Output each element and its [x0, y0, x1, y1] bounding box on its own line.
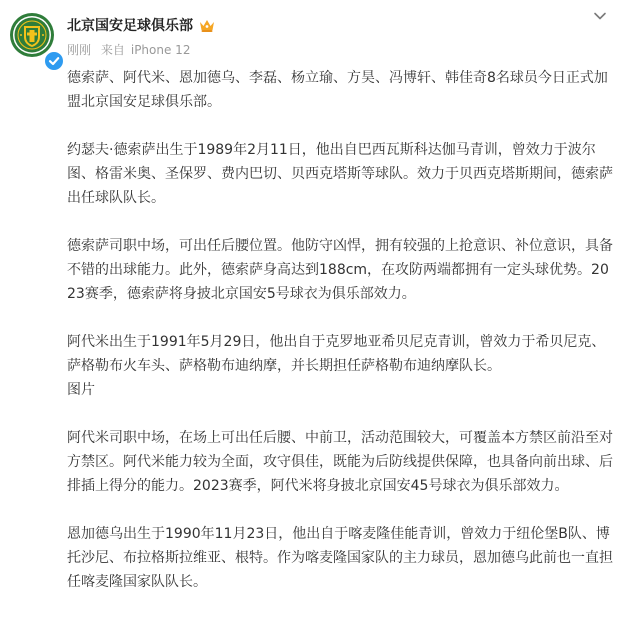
post-content — [67, 66, 615, 618]
image-link[interactable]: 图片 — [67, 382, 95, 398]
paragraph: 阿代米司职中场，在场上可出任后腰、中前卫，活动范围较大，可覆盖本方禁区前沿至对方禁区。阿代米能力较为全面，攻守俱佳，既能为后防线提供保障，也具备向前出球、后排插上得分的能力。2023赛季，阿代米将身披北京国安45号球衣为俱乐部效力。 — [67, 430, 613, 494]
paragraph: 恩加德乌出生于1990年11月23日，他出自于喀麦隆佳能青训，曾效力于纽伦堡B队、博托沙尼、布拉格斯拉维亚、根特。作为喀麦隆国家队的主力球员，恩加德乌此前也一直担任喀麦隆国家队队长。 — [67, 526, 613, 590]
beijing-guoan-crest-icon — [10, 13, 54, 57]
post-meta — [67, 41, 196, 58]
verified-badge-icon — [43, 50, 65, 72]
account-name[interactable]: 北京国安足球俱乐部 — [67, 18, 193, 34]
post-time[interactable]: 刚刚 — [67, 43, 92, 57]
chevron-down-icon — [593, 11, 607, 21]
paragraph: 阿代米出生于1991年5月29日，他出自于克罗地亚希贝尼克青训，曾效力于希贝尼克、萨格勒布火车头、萨格勒布迪纳摩，并长期担任萨格勒布迪纳摩队长。 — [67, 334, 606, 374]
more-options-button[interactable] — [590, 6, 610, 26]
paragraph: 德索萨、阿代米、恩加德乌、李磊、杨立瑜、方昊、冯博轩、韩佳奇8名球员今日正式加盟北京国安足球俱乐部。 — [67, 70, 608, 110]
crown-icon[interactable] — [198, 17, 216, 33]
paragraph: 德索萨司职中场，可出任后腰位置。他防守凶悍，拥有较强的上抢意识、补位意识，具备不错的出球能力。此外，德索萨身高达到188cm，在攻防两端都拥有一定头球优势。2023赛季，德索萨将身披北京国安5号球衣为俱乐部效力。 — [67, 238, 613, 302]
author-row — [67, 14, 216, 36]
post-source[interactable]: iPhone 12 — [130, 43, 191, 57]
source-prefix: 来自 — [100, 43, 125, 57]
avatar[interactable] — [10, 13, 54, 57]
paragraph: 约瑟夫·德索萨出生于1989年2月11日，他出自巴西瓦斯科达伽马青训，曾效力于波尔图、格雷米奥、圣保罗、费内巴切、贝西克塔斯等球队。效力于贝西克塔斯期间，德索萨出任球队队长。 — [67, 142, 613, 206]
